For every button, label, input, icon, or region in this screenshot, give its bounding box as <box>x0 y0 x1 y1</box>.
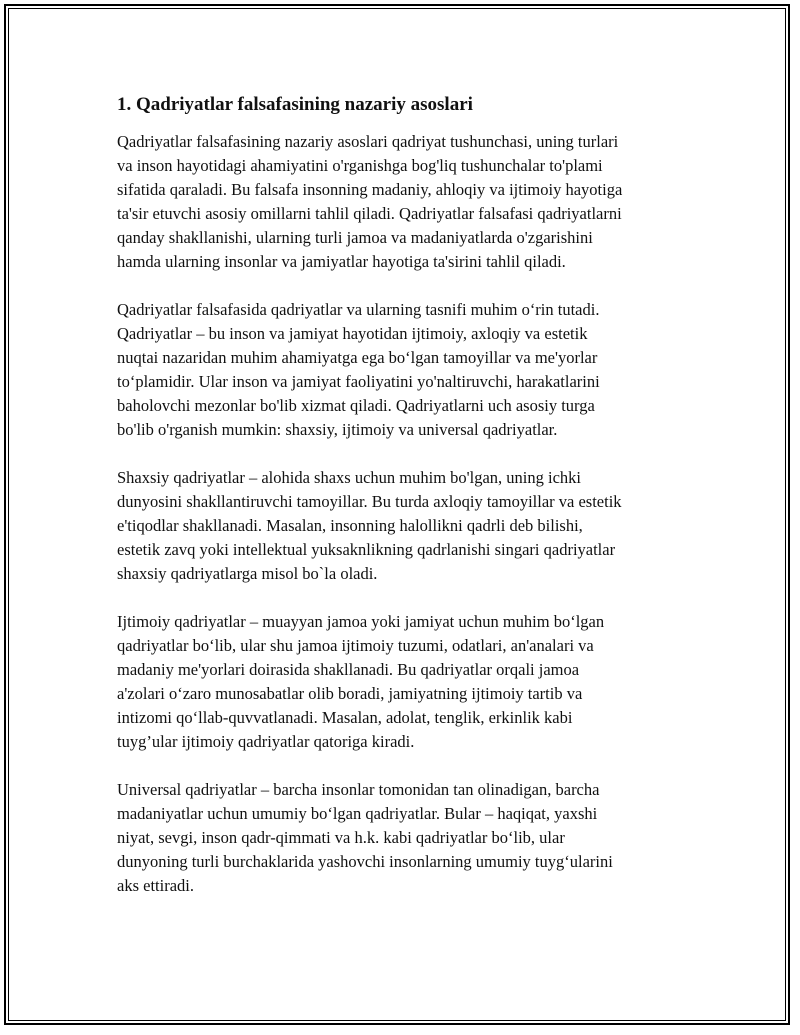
text-line: shaxsiy qadriyatlarga misol bo`la oladi. <box>117 564 378 583</box>
text-line: Qadriyatlar falsafasining nazariy asoslari qadriyat tushunchasi, uning turlari <box>117 132 619 151</box>
text-line: va inson hayotidagi ahamiyatini o'rganishga bog'liq tushunchalar to'plami <box>117 156 603 175</box>
text-line: a'zolari o‘zaro munosabatlar olib boradi, jamiyatning ijtimoiy tartib va <box>117 684 583 703</box>
text-line: niyat, sevgi, inson qadr-qimmati va h.k. kabi qadriyatlar bo‘lib, ular <box>117 828 565 847</box>
text-line: Qadriyatlar – bu inson va jamiyat hayotidan ijtimoiy, axloqiy va estetik <box>117 324 588 343</box>
text-line: dunyoning turli burchaklarida yashovchi insonlarning umumiy tuyg‘ularini <box>117 852 613 871</box>
text-line: bo'lib o'rganish mumkin: shaxsiy, ijtimoiy va universal qadriyatlar. <box>117 420 558 439</box>
document-body <box>117 92 692 922</box>
section-heading: 1. Qadriyatlar falsafasining nazariy asoslari <box>117 94 473 115</box>
text-line: sifatida qaraladi. Bu falsafa insonning madaniy, ahloqiy va ijtimoiy hayotiga <box>117 180 623 199</box>
text-line: Qadriyatlar falsafasida qadriyatlar va ularning tasnifi muhim o‘rin tutadi. <box>117 300 600 319</box>
paragraph-universal-values <box>117 778 692 898</box>
text-line: baholovchi mezonlar bo'lib xizmat qiladi. Qadriyatlarni uch asosiy turga <box>117 396 595 415</box>
text-line: madaniy me'yorlari doirasida shakllanadi. Bu qadriyatlar orqali jamoa <box>117 660 580 679</box>
paragraph-intro <box>117 130 692 274</box>
text-line: aks ettiradi. <box>117 876 194 895</box>
text-line: intizomi qo‘llab-quvvatlanadi. Masalan, adolat, tenglik, erkinlik kabi <box>117 708 573 727</box>
text-line: Ijtimoiy qadriyatlar – muayyan jamoa yoki jamiyat uchun muhim bo‘lgan <box>117 612 605 631</box>
text-line: dunyosini shakllantiruvchi tamoyillar. Bu turda axloqiy tamoyillar va estetik <box>117 492 622 511</box>
text-line: qadriyatlar bo‘lib, ular shu jamoa ijtimoiy tuzumi, odatlari, an'analari va <box>117 636 594 655</box>
text-line: qanday shakllanishi, ularning turli jamoa va madaniyatlarda o'zgarishini <box>117 228 593 247</box>
text-line: hamda ularning insonlar va jamiyatlar hayotiga ta'sirini tahlil qiladi. <box>117 252 566 271</box>
text-line: Universal qadriyatlar – barcha insonlar tomonidan tan olinadigan, barcha <box>117 780 600 799</box>
paragraph-personal-values <box>117 466 692 586</box>
text-line: Shaxsiy qadriyatlar – alohida shaxs uchun muhim bo'lgan, uning ichki <box>117 468 581 487</box>
text-line: tuyg’ular ijtimoiy qadriyatlar qatoriga kiradi. <box>117 732 415 751</box>
text-line: nuqtai nazaridan muhim ahamiyatga ega bo‘lgan tamoyillar va me'yorlar <box>117 348 598 367</box>
text-line: to‘plamidir. Ular inson va jamiyat faoliyatini yo'naltiruvchi, harakatlarini <box>117 372 600 391</box>
text-line: ta'sir etuvchi asosiy omillarni tahlil qiladi. Qadriyatlar falsafasi qadriyatlarni <box>117 204 622 223</box>
paragraph-social-values <box>117 610 692 754</box>
text-line: madaniyatlar uchun umumiy bo‘lgan qadriyatlar. Bular – haqiqat, yaxshi <box>117 804 598 823</box>
text-line: e'tiqodlar shakllanadi. Masalan, insonning halollikni qadrli deb bilishi, <box>117 516 583 535</box>
paragraph-classification <box>117 298 692 442</box>
text-line: estetik zavq yoki intellektual yuksaknlikning qadrlanishi singari qadriyatlar <box>117 540 616 559</box>
